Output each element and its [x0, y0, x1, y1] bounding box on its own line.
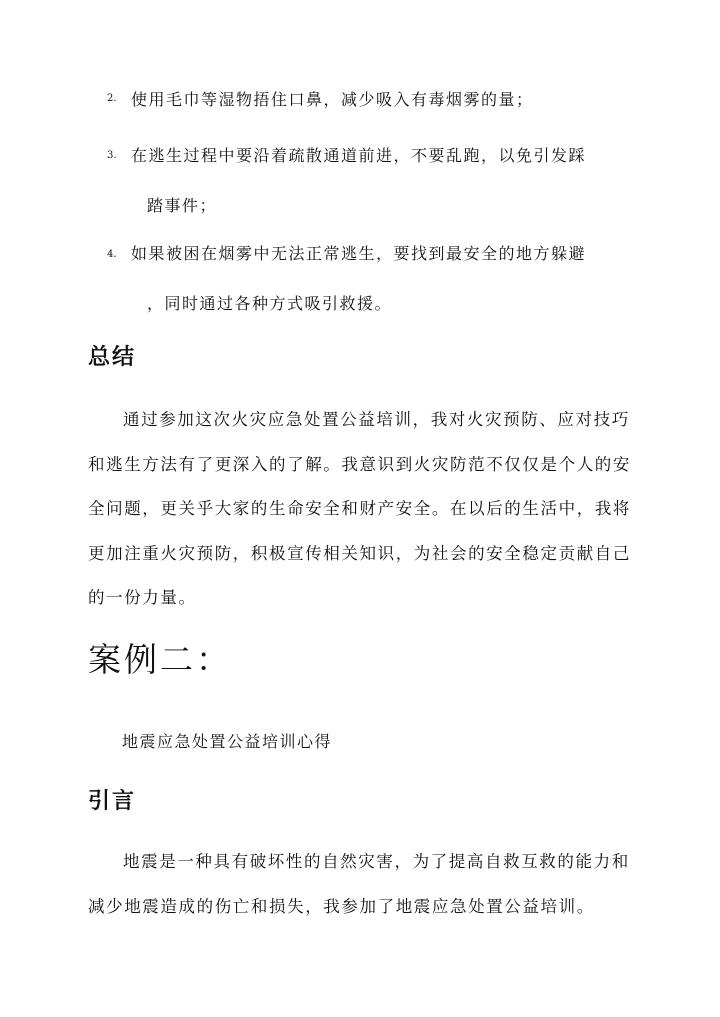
intro-heading: 引言	[88, 788, 137, 814]
list-marker-2: 2.	[107, 93, 117, 104]
list-marker-4: 4.	[107, 249, 117, 260]
list-item-3-line-2: 踏事件；	[147, 196, 218, 215]
list-item-4-text	[131, 229, 632, 329]
list-marker-3: 3.	[107, 150, 117, 161]
list-item-2-line: 使用毛巾等湿物捂住口鼻，减少吸入有毒烟雾的量；	[131, 90, 534, 109]
summary-paragraph: 通过参加这次火灾应急处置公益培训，我对火灾预防、应对技巧和逃生方法有了更深入的了解。我意识到火灾防范不仅仅是个人的安全问题，更关乎大家的生命安全和财产安全。在以后的生活中，我将更加注重火灾预防，积极宣传相关知识，为社会的安全稳定贡献自己的一份力量。	[88, 410, 631, 607]
list-item-4-line-2: ，同时通过各种方式吸引救援。	[147, 294, 393, 313]
list-item-2-text	[131, 75, 632, 125]
intro-paragraph: 地震是一种具有破坏性的自然灾害，为了提高自救互救的能力和减少地震造成的伤亡和损失，我参加了地震应急处置公益培训。	[88, 852, 630, 916]
list-item-3-line-1: 在逃生过程中要沿着疏散通道前进，不要乱跑，以免引发踩	[131, 146, 587, 165]
case-two-heading: 案例二：	[88, 640, 232, 679]
list-item-3-text	[131, 131, 632, 231]
summary-heading: 总结	[88, 344, 137, 370]
list-item-4-line-1: 如果被困在烟雾中无法正常逃生，要找到最安全的地方躲避	[131, 244, 587, 263]
case-two-subtitle: 地震应急处置公益培训心得	[122, 732, 333, 751]
